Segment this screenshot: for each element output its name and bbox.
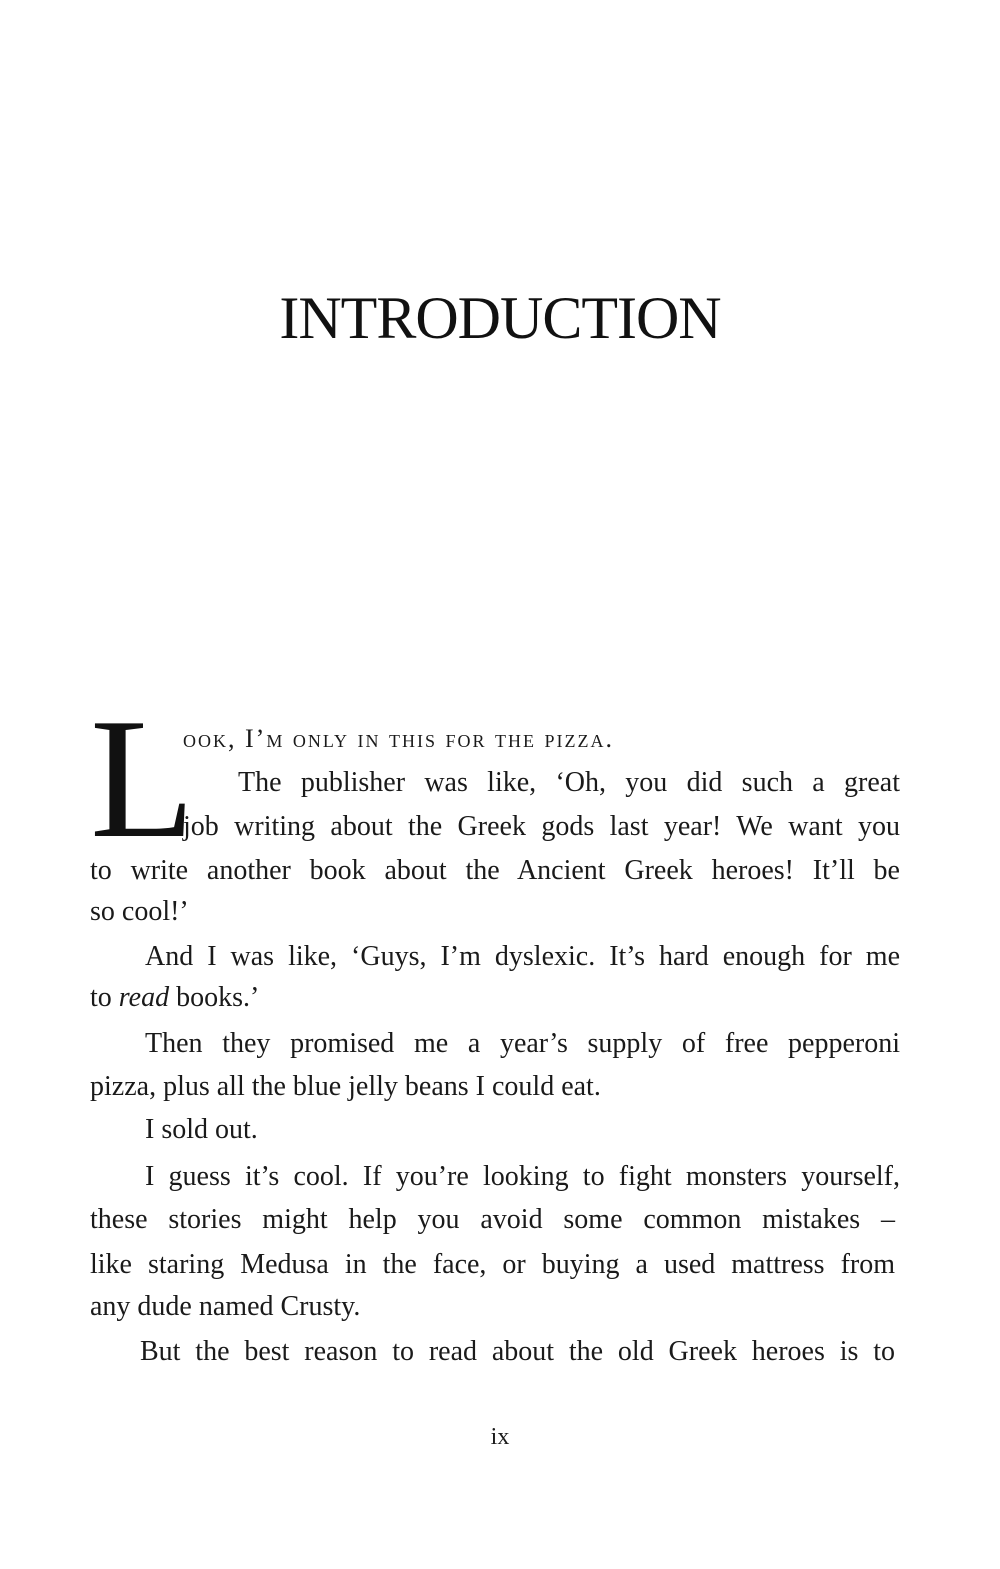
body-line: pizza, plus all the blue jelly beans I could eat.	[90, 1071, 601, 1102]
body-line: these stories might help you avoid some common mistakes –	[90, 1204, 895, 1235]
page-number: ix	[490, 1424, 510, 1450]
body-line: job writing about the Greek gods last year! We want you	[183, 811, 900, 842]
body-line: I guess it’s cool. If you’re looking to fight monsters yourself,	[145, 1161, 900, 1192]
body-line: Then they promised me a year’s supply of free pepperoni	[145, 1028, 900, 1059]
body-line: I sold out.	[145, 1114, 258, 1145]
body-text: to	[90, 982, 112, 1013]
body-line: like staring Medusa in the face, or buying a used mattress from	[90, 1249, 895, 1280]
body-line: But the best reason to read about the old Greek heroes is to	[140, 1336, 895, 1367]
chapter-title: INTRODUCTION	[279, 285, 721, 351]
body-line	[90, 981, 259, 1015]
body-text: books.’	[176, 982, 260, 1013]
body-line: so cool!’	[90, 896, 189, 927]
emphasis-text: read	[118, 982, 170, 1013]
drop-cap: L	[90, 684, 196, 874]
opening-line: ook, I’m only in this for the pizza.	[183, 724, 614, 753]
body-line: to write another book about the Ancient Greek heroes! It’ll be	[90, 855, 900, 886]
body-line: The publisher was like, ‘Oh, you did such a great	[238, 767, 900, 798]
body-line: And I was like, ‘Guys, I’m dyslexic. It’s hard enough for me	[145, 941, 900, 972]
body-line: any dude named Crusty.	[90, 1291, 361, 1322]
